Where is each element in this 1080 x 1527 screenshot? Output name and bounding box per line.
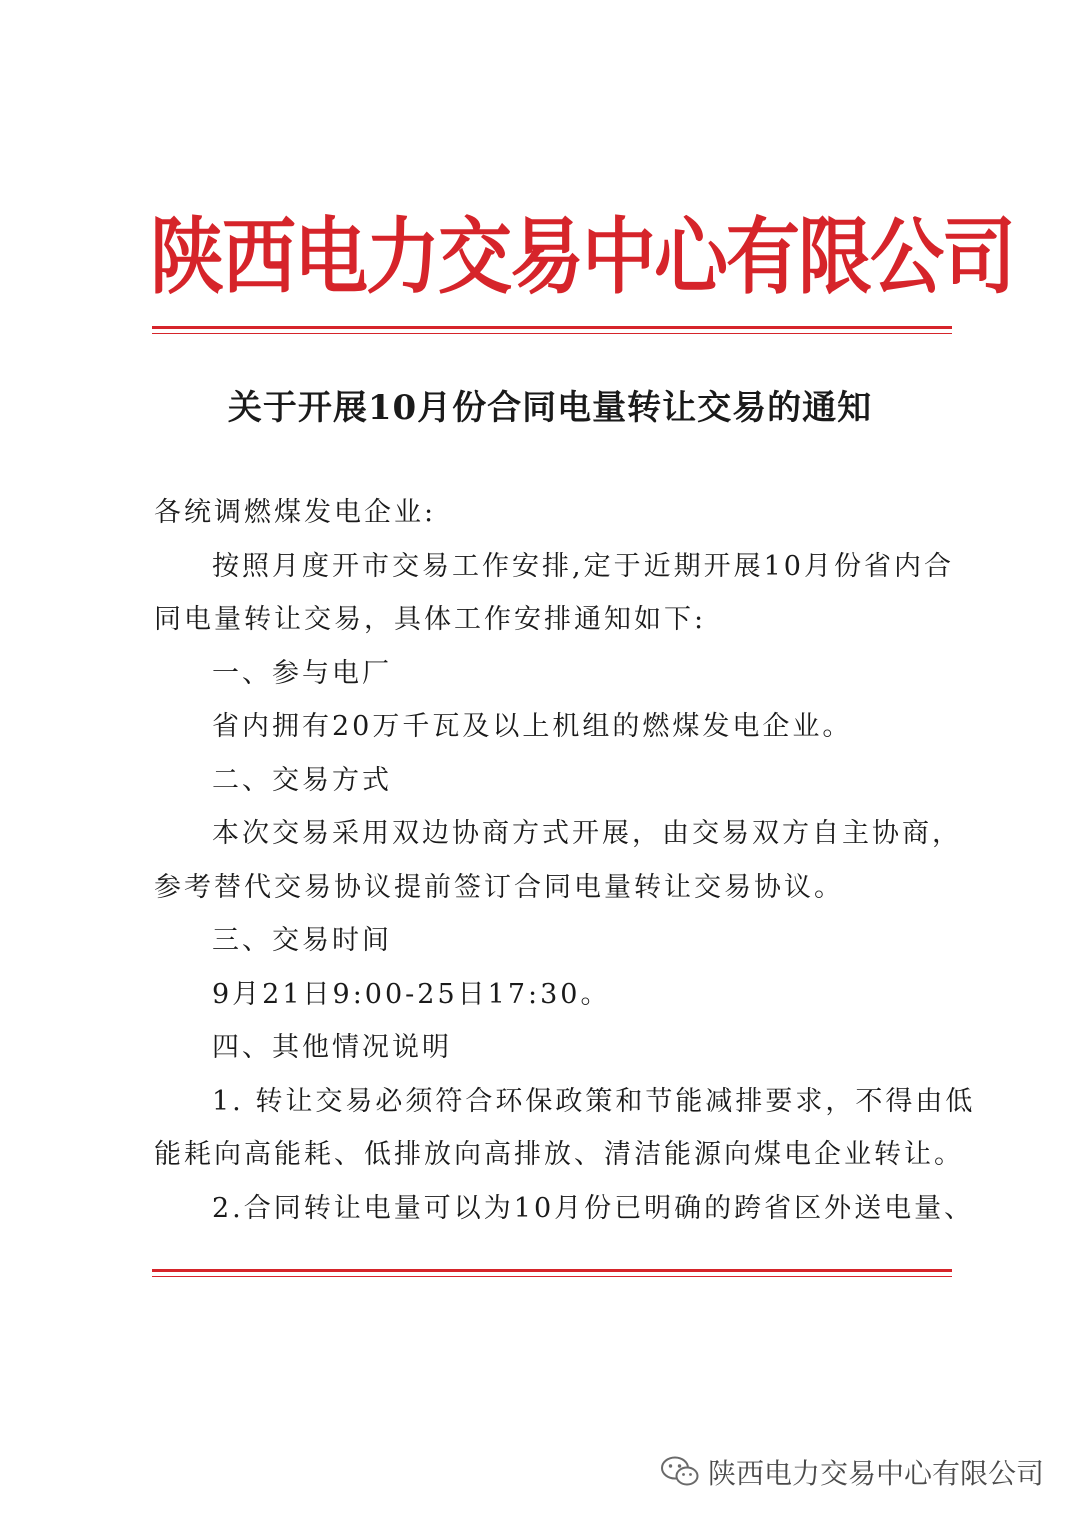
section-2-text-line-2: 参考替代交易协议提前签订合同电量转让交易协议。 xyxy=(154,871,844,903)
watermark-text: 陕西电力交易中心有限公司 xyxy=(707,1457,1044,1490)
section-2-heading: 二、交易方式 xyxy=(212,764,392,796)
section-3-heading: 三、交易时间 xyxy=(212,925,392,956)
wechat-icon xyxy=(660,1455,700,1489)
letterhead-top-rule xyxy=(152,326,952,334)
footer-rule xyxy=(152,1269,952,1277)
section-4-item-2-line-1: 2.合同转让电量可以为10月份已明确的跨省区外送电量、 xyxy=(212,1192,975,1224)
section-4-heading: 四、其他情况说明 xyxy=(212,1032,452,1063)
section-2-text-line-1: 本次交易采用双边协商方式开展，由交易双方自主协商， xyxy=(212,818,962,849)
salutation: 各统调燃煤发电企业: xyxy=(154,497,437,528)
section-3-text: 9月21日9:00-25日17:30。 xyxy=(212,978,611,1010)
letterhead-org-name: 陕西电力交易中心有限公司 xyxy=(150,209,1014,306)
document-title: 关于开展10月份合同电量转让交易的通知 xyxy=(227,388,873,428)
section-4-item-1-line-1: 1. 转让交易必须符合环保政策和节能减排要求，不得由低 xyxy=(212,1085,976,1117)
wechat-watermark xyxy=(660,1452,1044,1492)
section-4-item-1-line-2: 能耗向高能耗、低排放向高排放、清洁能源向煤电企业转让。 xyxy=(154,1139,964,1170)
section-1-text: 省内拥有20万千瓦及以上机组的燃煤发电企业。 xyxy=(212,711,853,742)
document-body xyxy=(154,486,976,1235)
section-1-heading: 一、参与电厂 xyxy=(212,657,392,689)
intro-line-2: 同电量转让交易，具体工作安排通知如下: xyxy=(154,604,707,635)
intro-line-1: 按照月度开市交易工作安排,定于近期开展10月份省内合 xyxy=(212,550,954,582)
